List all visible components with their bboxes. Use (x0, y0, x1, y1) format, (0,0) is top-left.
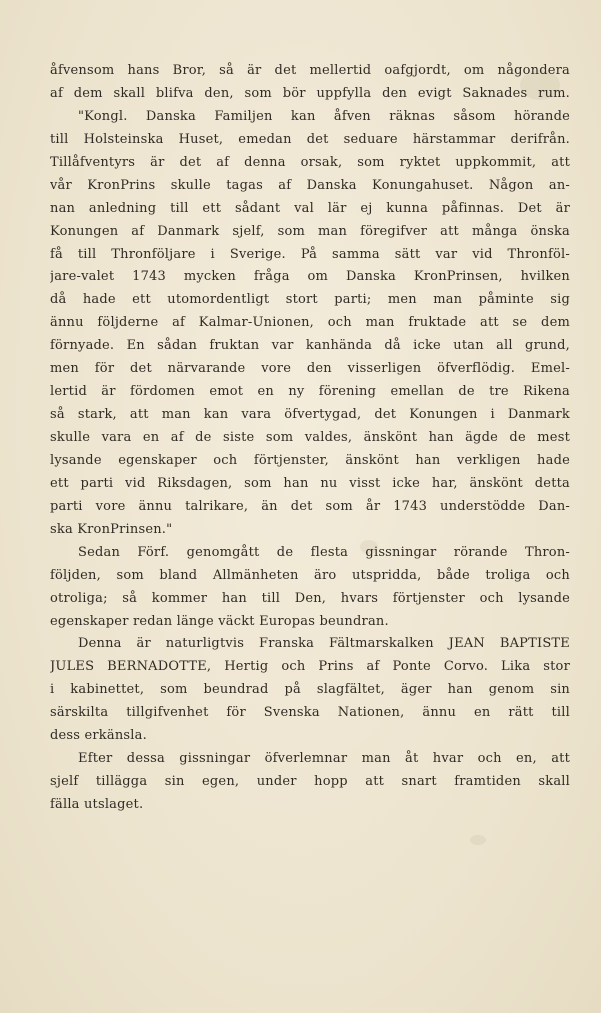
text-line: ska KronPrinsen." (50, 521, 173, 537)
text-line: ett parti vid Riksdagen, som han nu visst icke har, änskönt detta (50, 475, 570, 491)
text-line: Denna är naturligtvis Franska Fältmarskalken JEAN BAPTISTE (78, 636, 570, 652)
text-line: "Kongl. Danska Familjen kan åfven räknas såsom hörande (78, 108, 570, 124)
text-line: till Holsteinska Huset, emedan det seduare härstammar derifrån. (50, 131, 570, 147)
text-line: nan anledning till ett sådant val lär ej kunna påfinnas. Det är (50, 200, 570, 216)
text-line: Konungen af Danmark sjelf, som man föregifver att många önska (50, 223, 570, 239)
text-line: Sedan Förf. genomgått de flesta gissningar rörande Thron- (78, 544, 570, 560)
text-line: vår KronPrins skulle tagas af Danska Konungahuset. Någon an- (50, 177, 570, 193)
text-line: Efter dessa gissningar öfverlemnar man åt hvar och en, att (78, 751, 570, 767)
text-line: JULES BERNADOTTE, Hertig och Prins af Ponte Corvo. Lika stor (50, 659, 570, 675)
text-line: men för det närvarande vore den visserligen öfverflödig. Emel- (50, 361, 570, 377)
text-line: följden, som bland Allmänheten äro utspridda, både troliga och (50, 567, 570, 583)
text-line: sjelf tillägga sin egen, under hopp att snart framtiden skall (50, 774, 570, 790)
text-line: åfvensom hans Bror, så är det mellertid oafgjordt, om någondera (50, 63, 570, 78)
text-line: fälla utslaget. (50, 797, 144, 812)
text-line: så stark, att man kan vara öfvertygad, det Konungen i Danmark (50, 407, 570, 423)
text-line: förnyade. En sådan fruktan var kanhända då icke utan all grund, (50, 338, 570, 354)
text-line: särskilta tillgifvenhet för Svenska Nationen, ännu en rätt till (50, 705, 570, 721)
text-line: parti vore ännu talrikare, än det som år 1743 understödde Dan- (50, 498, 570, 514)
paper-stain (470, 835, 486, 845)
text-line: af dem skall blifva den, som bör uppfylla den evigt Saknades rum. (50, 85, 570, 101)
text-line: i kabinettet, som beundrad på slagfältet, äger han genom sin (50, 682, 570, 698)
text-line: lertid är fördomen emot en ny förening emellan de tre Rikena (50, 384, 570, 400)
text-line: egenskaper redan länge väckt Europas beundran. (50, 613, 389, 629)
text-line: dess erkänsla. (50, 728, 147, 744)
text-line: lysande egenskaper och förtjenster, änskönt han verkligen hade (50, 452, 570, 468)
text-line: Tillåfventyrs är det af denna orsak, som ryktet uppkommit, att (50, 154, 570, 170)
page-text (50, 60, 570, 817)
text-line: jare-valet 1743 mycken fråga om Danska KronPrinsen, hvilken (50, 269, 570, 285)
text-line: få till Thronföljare i Sverige. På samma sätt var vid Thronföl- (50, 246, 570, 262)
text-line: skulle vara en af de siste som valdes, änskönt han ägde de mest (50, 430, 570, 445)
text-line: då hade ett utomordentligt stort parti; men man påminte sig (50, 292, 570, 308)
text-line: otroliga; så kommer han till Den, hvars förtjenster och lysande (50, 590, 570, 606)
text-line: ännu följderne af Kalmar-Unionen, och man fruktade att se dem (50, 315, 570, 331)
